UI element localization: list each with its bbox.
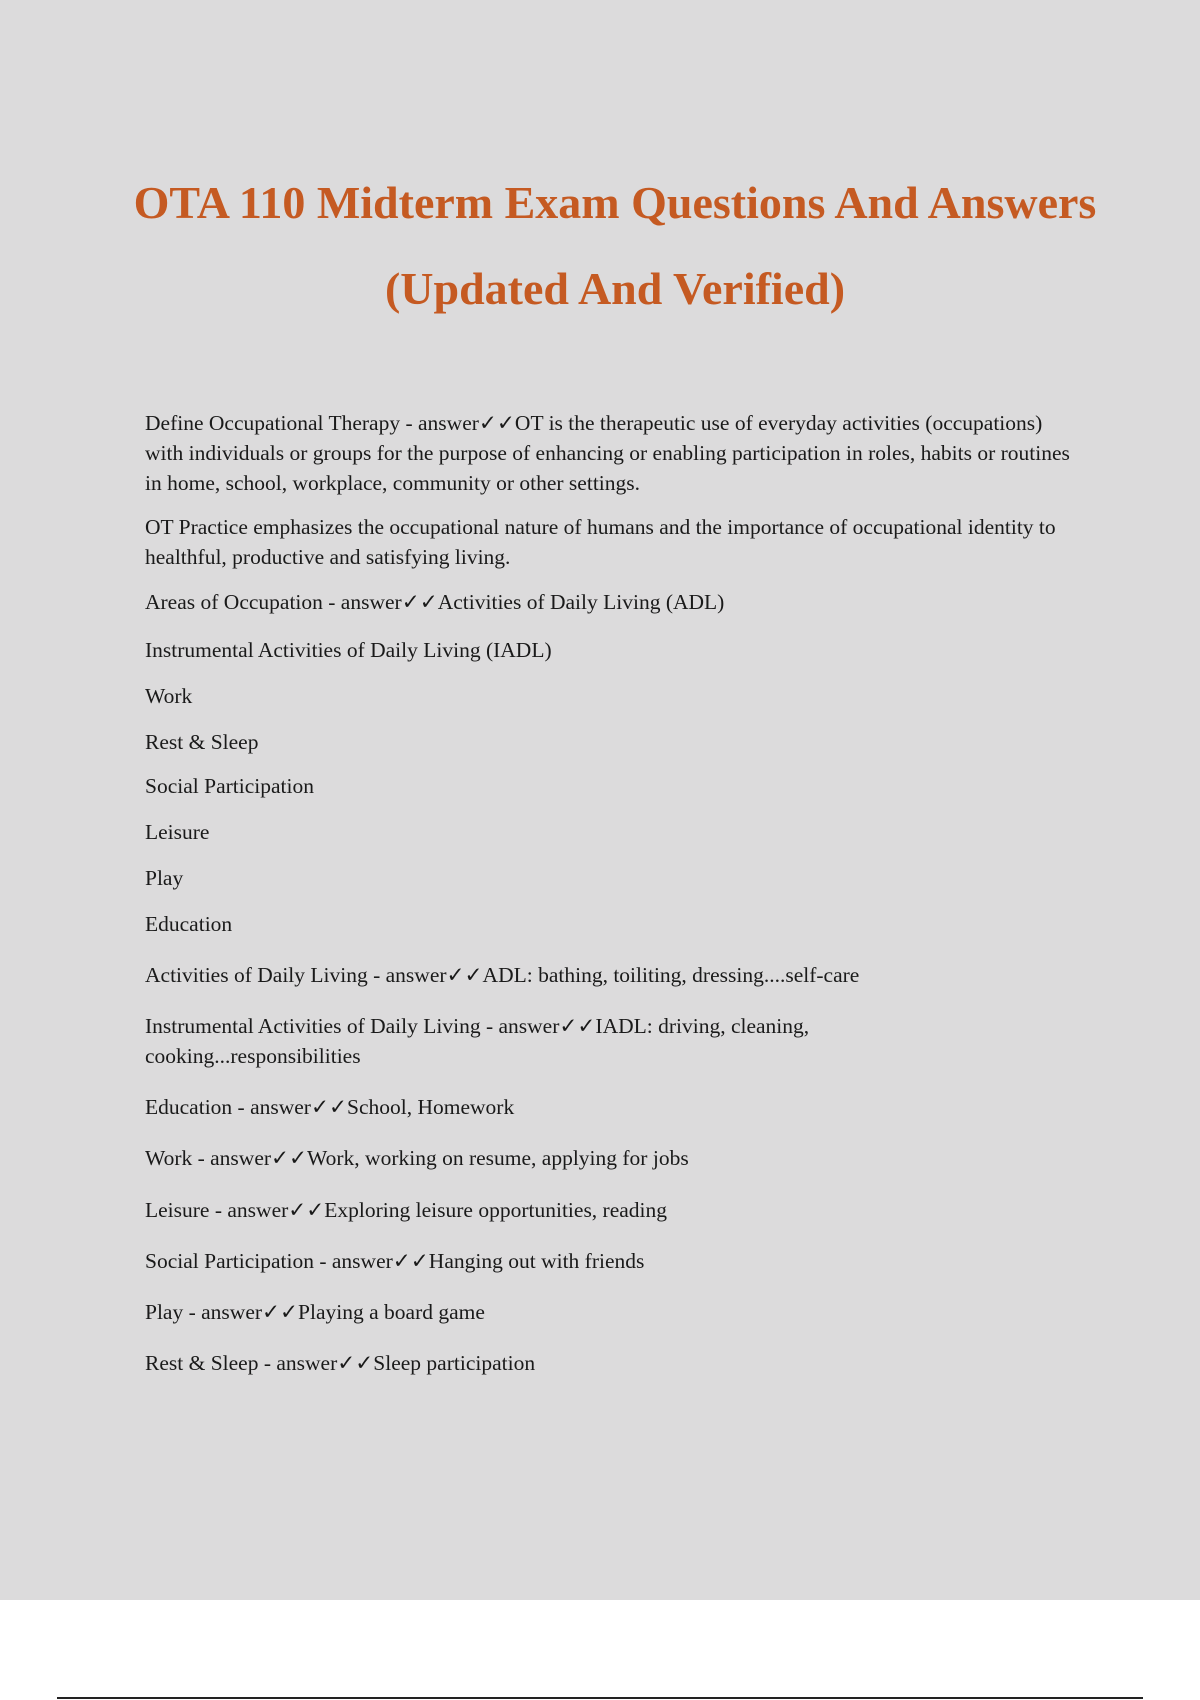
document-body <box>145 408 1085 1378</box>
paragraph-social-participation: Social Participation - answer✓✓Hanging out with friends <box>145 1249 645 1273</box>
paragraph-adl: Activities of Daily Living - answer✓✓ADL: bathing, toiliting, dressing....self-care <box>145 963 860 987</box>
document-title: OTA 110 Midterm Exam Questions And Answers (Updated And Verified) <box>133 177 1097 314</box>
paragraph-define-ot: Define Occupational Therapy - answer✓✓OT is the therapeutic use of everyday activities (occupations) with individuals or groups for the purpose of enhancing or enabling participation in roles, habits or routines in home, school, workplace, community or other settings. <box>145 411 1070 495</box>
list-item-social-participation: Social Participation <box>145 774 314 798</box>
paragraph-work: Work - answer✓✓Work, working on resume, applying for jobs <box>145 1146 689 1170</box>
paragraph-iadl: Instrumental Activities of Daily Living - answer✓✓IADL: driving, cleaning, cooking...responsibilities <box>145 1014 810 1068</box>
paragraph-play: Play - answer✓✓Playing a board game <box>145 1300 485 1324</box>
list-item-play: Play <box>145 866 184 890</box>
paragraph-areas-of-occupation: Areas of Occupation - answer✓✓Activities of Daily Living (ADL) <box>145 590 725 614</box>
paragraph-education: Education - answer✓✓School, Homework <box>145 1095 515 1119</box>
paragraph-ot-practice: OT Practice emphasizes the occupational nature of humans and the importance of occupational identity to healthful, productive and satisfying living. <box>145 515 1056 569</box>
list-item-work: Work <box>145 684 193 708</box>
list-item-education: Education <box>145 912 233 936</box>
paragraph-rest-sleep: Rest & Sleep - answer✓✓Sleep participation <box>145 1351 536 1375</box>
list-item-rest-sleep: Rest & Sleep <box>145 730 259 754</box>
paragraph-leisure: Leisure - answer✓✓Exploring leisure opportunities, reading <box>145 1198 668 1222</box>
list-item-iadl: Instrumental Activities of Daily Living (IADL) <box>145 638 552 662</box>
page-divider <box>57 1697 1143 1699</box>
list-item-leisure: Leisure <box>145 820 210 844</box>
